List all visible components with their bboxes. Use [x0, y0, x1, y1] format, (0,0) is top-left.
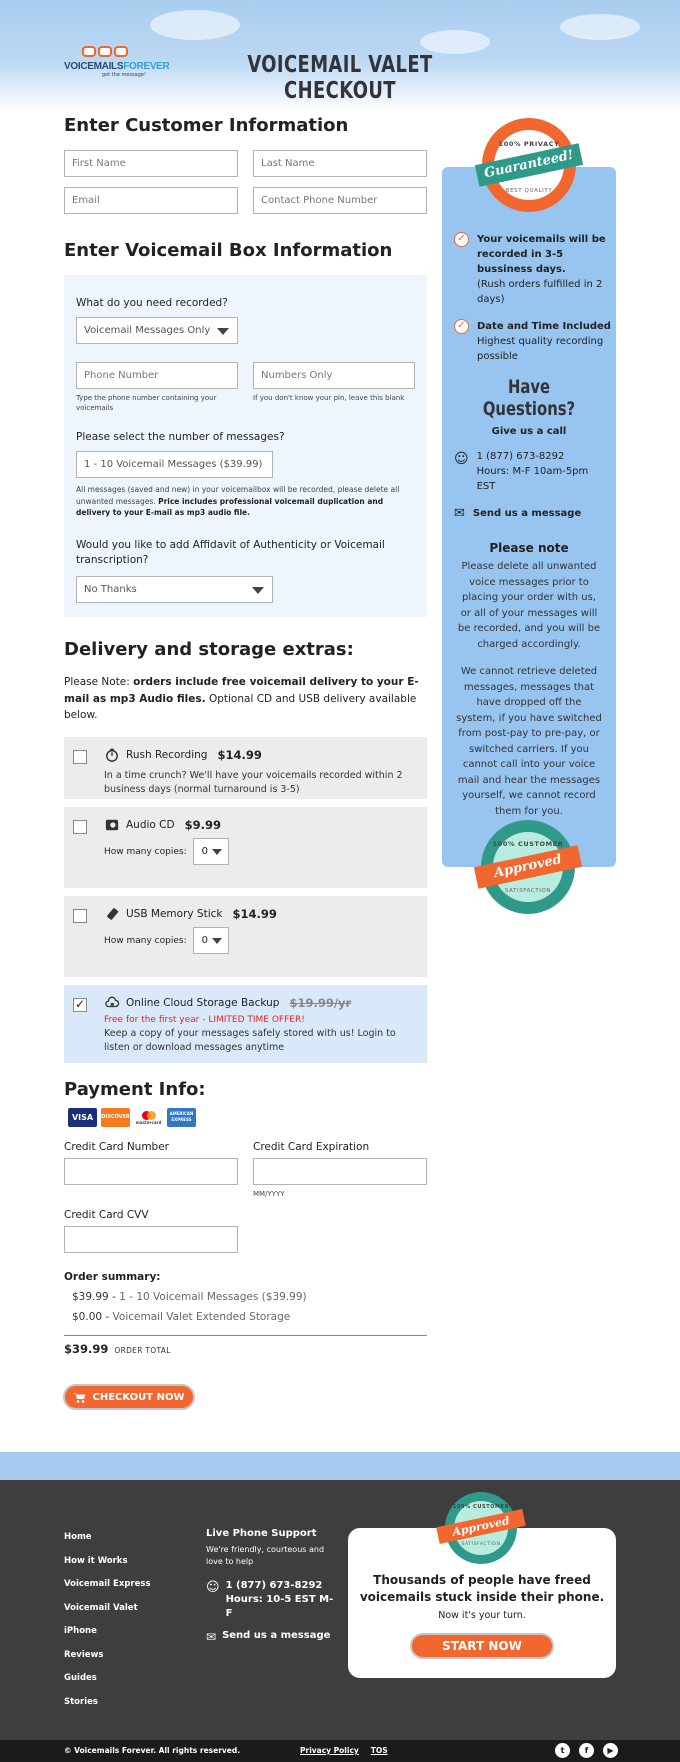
summary-line — [72, 1291, 427, 1303]
order-total-label: ORDER TOTAL — [114, 1346, 171, 1356]
contact-phone-input[interactable]: Contact Phone Number — [253, 187, 427, 214]
cc-exp-hint: MM/YYYY — [253, 1190, 285, 1199]
cloud-price: $19.99/yr — [289, 996, 352, 1011]
order-total-value: $39.99 — [64, 1342, 109, 1357]
cloud-name: Online Cloud Storage Backup — [126, 997, 280, 1010]
main-form — [64, 112, 427, 1410]
envelope-icon: ✉ — [454, 506, 465, 521]
twitter-icon[interactable]: t — [555, 1743, 570, 1758]
chevron-down-icon — [217, 328, 229, 335]
footer-badge-bottom: SATISFACTION — [461, 1542, 501, 1547]
questions-title: Have Questions? — [482, 376, 576, 420]
affidavit-select[interactable] — [76, 576, 273, 603]
privacy-badge — [482, 118, 576, 212]
cc-exp-label: Credit Card Expiration — [253, 1141, 370, 1154]
logo-name-b: FOREVER — [123, 61, 170, 72]
extra-cloud-storage[interactable] — [64, 985, 427, 1063]
usb-checkbox[interactable] — [73, 909, 87, 923]
cloud-decoration — [420, 30, 490, 54]
record-type-value: Voicemail Messages Only — [84, 325, 211, 336]
email-input[interactable]: Email — [64, 187, 238, 214]
customer-heading: Enter Customer Information — [64, 115, 349, 136]
cloud-promo: Free for the first year - LIMITED TIME OFFER! — [104, 1015, 305, 1026]
page-title: VOICEMAIL VALET CHECKOUT — [247, 52, 433, 104]
footer-badge — [437, 1492, 525, 1564]
audio-cd-name: Audio CD — [126, 819, 175, 832]
count-note — [76, 484, 415, 518]
social-links — [555, 1743, 618, 1758]
check-icon: ✓ — [454, 319, 469, 334]
envelope-icon: ✉ — [206, 1630, 217, 1645]
footer-phone: 1 (877) 673-8292 — [225, 1580, 323, 1592]
cta-sub: Now it's your turn. — [438, 1609, 526, 1621]
check1-bold: Your voicemails will be recorded in 3-5 bussiness days. — [477, 234, 606, 275]
audio-cd-checkbox[interactable] — [73, 820, 87, 834]
support-desc: We're friendly, courteous and love to help — [206, 1545, 325, 1566]
note-title: Please note — [489, 541, 569, 555]
extra-audio-cd[interactable] — [64, 807, 427, 888]
usb-icon — [104, 907, 120, 921]
mastercard-label: mastercard — [135, 1120, 162, 1126]
summary-item: Voicemail Valet Extended Storage — [112, 1311, 291, 1324]
chevron-down-icon — [212, 849, 222, 855]
footer — [0, 1480, 680, 1740]
chevron-down-icon — [252, 587, 264, 594]
cloud-decoration — [150, 10, 240, 40]
voicemail-heading: Enter Voicemail Box Information — [64, 240, 393, 261]
badge2-bottom: SATISFACTION — [504, 888, 552, 894]
badge1-ribbon: Guaranteed! — [475, 143, 583, 187]
pin-hint: If you don't know your pin, leave this blank — [253, 394, 405, 402]
footer-link-how-it-works[interactable]: How it Works — [64, 1555, 128, 1566]
cloud-desc: Keep a copy of your messages safely stored with us! Login to listen or download messages anytime — [104, 1028, 396, 1054]
pin-input[interactable]: Numbers Only — [253, 362, 415, 389]
rush-name: Rush Recording — [126, 749, 208, 762]
summary-amount: $39.99 - — [72, 1291, 116, 1304]
badge2-ribbon: Approved — [474, 845, 582, 889]
message-link[interactable] — [454, 506, 616, 521]
logo[interactable] — [64, 46, 170, 92]
badge1-bottom: BEST QUALITY — [505, 188, 553, 194]
extras-note-a: Please Note: — [64, 676, 134, 689]
badge2-top: 100% CUSTOMER — [492, 840, 564, 848]
summary-item: 1 - 10 Voicemail Messages ($39.99) — [119, 1291, 307, 1304]
tos-link[interactable]: TOS — [370, 1746, 388, 1755]
facebook-icon[interactable]: f — [579, 1743, 594, 1758]
check1-rest: (Rush orders fulfilled in 2 days) — [477, 279, 603, 305]
count-note-bold: Price includes professional voicemail duplication and delivery to your E-mail as mp3 audio file. — [76, 496, 384, 517]
footer-links — [64, 1532, 151, 1720]
checkout-button[interactable] — [63, 1384, 195, 1410]
footer-support — [206, 1528, 336, 1654]
footer-link-guides[interactable]: Guides — [64, 1673, 97, 1683]
cloud-decoration — [560, 14, 640, 40]
cvv-label: Credit Card CVV — [64, 1209, 149, 1222]
voicemail-phone-input[interactable]: Phone Number — [76, 362, 238, 389]
footer-link-voicemail-express[interactable]: Voicemail Express — [64, 1579, 151, 1589]
affidavit-question: Would you like to add Affidavit of Authenticity or Voicemail transcription? — [76, 539, 385, 567]
extras-note — [64, 674, 427, 723]
logo-name-a: VOICEMAILS — [64, 61, 124, 72]
cc-exp-input[interactable] — [253, 1158, 427, 1185]
cc-number-label: Credit Card Number — [64, 1141, 169, 1154]
usb-copies-select[interactable] — [193, 927, 229, 954]
cloud-lock-icon — [104, 996, 120, 1010]
call-label: Give us a call — [491, 426, 567, 437]
support-agent-icon: ☺ — [206, 1580, 220, 1596]
extras-note-b: orders include free voicemail delivery to your E-mail as mp3 Audio files. — [64, 676, 419, 705]
footer-link-iphone[interactable]: iPhone — [64, 1626, 97, 1636]
message-count-select[interactable] — [76, 451, 273, 478]
footer-badge-ribbon: Approved — [436, 1509, 526, 1544]
satisfaction-badge — [481, 820, 575, 914]
cvv-input[interactable] — [64, 1226, 238, 1253]
side-phone: 1 (877) 673-8292 — [476, 451, 565, 462]
youtube-icon[interactable]: ▶ — [603, 1743, 618, 1758]
footer-link-stories[interactable]: Stories — [64, 1696, 98, 1707]
stopwatch-icon — [104, 748, 120, 762]
footer-band — [0, 1452, 680, 1480]
summary-amount: $0.00 - — [72, 1311, 110, 1324]
usb-name: USB Memory Stick — [126, 908, 223, 921]
info-check — [454, 232, 616, 307]
start-now-button[interactable]: START NOW — [410, 1633, 554, 1659]
summary-line — [72, 1311, 427, 1323]
first-name-input[interactable]: First Name — [64, 150, 238, 177]
footer-hours: Hours: 10-5 EST M-F — [225, 1594, 334, 1620]
logo-text — [64, 61, 170, 72]
checkout-label: CHECKOUT NOW — [92, 1391, 185, 1403]
message-count-value: 1 - 10 Voicemail Messages ($39.99) — [84, 459, 263, 471]
phone-hint: Type the phone number containing your voicemails — [76, 394, 217, 413]
check2-bold: Date and Time Included — [477, 321, 611, 332]
chevron-down-icon — [212, 938, 222, 944]
cd-icon — [104, 818, 120, 832]
footer-link-reviews[interactable]: Reviews — [64, 1649, 104, 1660]
amex-icon: AMERICAN EXPRESS — [167, 1108, 196, 1127]
footer-badge-top: 100% CUSTOMER — [452, 1504, 510, 1510]
audio-cd-copies-select[interactable] — [193, 838, 229, 865]
info-check — [454, 319, 616, 364]
record-type-select[interactable] — [76, 317, 238, 344]
rush-checkbox[interactable] — [73, 750, 87, 764]
last-name-input[interactable]: Last Name — [253, 150, 427, 177]
visa-icon: VISA — [68, 1108, 97, 1127]
voicemail-box-panel — [64, 275, 427, 617]
extras-heading: Delivery and storage extras: — [64, 639, 354, 661]
rush-desc: In a time crunch? We'll have your voicemails recorded within 2 business days (normal turnaround is 3-5) — [104, 770, 403, 796]
cta-card — [348, 1504, 616, 1678]
usb-copies-value: 0 — [201, 935, 208, 947]
rush-price: $14.99 — [217, 748, 262, 763]
footer-phone-row[interactable] — [206, 1579, 336, 1621]
payment-heading: Payment Info: — [64, 1079, 206, 1101]
note-p2: We cannot retrieve deleted messages, messages that have dropped off the system, if you have switched from post-pay to pre-pay, or switched carriers. If you cannot call into your voice mail and hear the messages yourself, we cannot record them for you. — [456, 666, 602, 817]
discover-icon: DISCOVER — [101, 1108, 130, 1127]
record-question: What do you need recorded? — [76, 297, 228, 309]
audio-cd-copies-label: How many copies: — [104, 846, 187, 857]
cta-text: Thousands of people have freed voicemails stuck inside their phone. — [359, 1573, 605, 1604]
logo-bubbles-icon — [64, 46, 146, 57]
mastercard-icon — [134, 1108, 163, 1127]
note-p1: Please delete all unwanted voice messages prior to placing your order with us, or all of your messages will be recorded, and you will be charged accordingly. — [457, 561, 601, 650]
audio-cd-price: $9.99 — [184, 818, 221, 833]
summary-title: Order summary: — [64, 1271, 161, 1284]
extra-rush-recording[interactable] — [64, 737, 427, 799]
copyright: © Voicemails Forever. All rights reserved. — [64, 1746, 241, 1755]
check2-rest: Highest quality recording possible — [477, 336, 604, 362]
audio-cd-copies-value: 0 — [201, 846, 208, 858]
footer-message: Send us a message — [222, 1630, 331, 1642]
copyright-bar — [0, 1740, 680, 1762]
order-total — [64, 1335, 427, 1356]
affidavit-value: No Thanks — [84, 584, 137, 596]
count-note-text: All messages (saved and new) in your voicemailbox will be recorded, please delete all unwanted messages. — [76, 485, 400, 506]
check-icon: ✓ — [454, 232, 469, 247]
phone-row[interactable] — [454, 449, 616, 494]
footer-link-voicemail-valet[interactable]: Voicemail Valet — [64, 1602, 138, 1613]
extras-note-c: Optional CD and USB delivery available below. — [64, 692, 417, 721]
count-question: Please select the number of messages? — [76, 431, 285, 444]
usb-price: $14.99 — [232, 907, 277, 922]
cloud-checkbox[interactable] — [73, 998, 87, 1012]
message-label: Send us a message — [472, 508, 582, 519]
logo-tagline: get the message! — [101, 72, 146, 78]
support-agent-icon: ☺ — [454, 451, 469, 467]
info-sidebar — [442, 167, 616, 867]
side-hours: Hours: M-F 10am-5pm EST — [476, 466, 589, 492]
footer-message-link[interactable] — [206, 1629, 336, 1646]
cc-number-input[interactable] — [64, 1158, 238, 1185]
support-title: Live Phone Support — [206, 1528, 317, 1539]
cart-icon — [73, 1392, 86, 1403]
usb-copies-label: How many copies: — [104, 935, 187, 946]
extra-usb[interactable] — [64, 896, 427, 977]
footer-link-home[interactable]: Home — [64, 1532, 92, 1542]
badge1-top: 100% PRIVACY — [498, 140, 560, 148]
card-logos — [68, 1108, 427, 1127]
header — [0, 0, 680, 112]
privacy-policy-link[interactable]: Privacy Policy — [300, 1746, 359, 1755]
